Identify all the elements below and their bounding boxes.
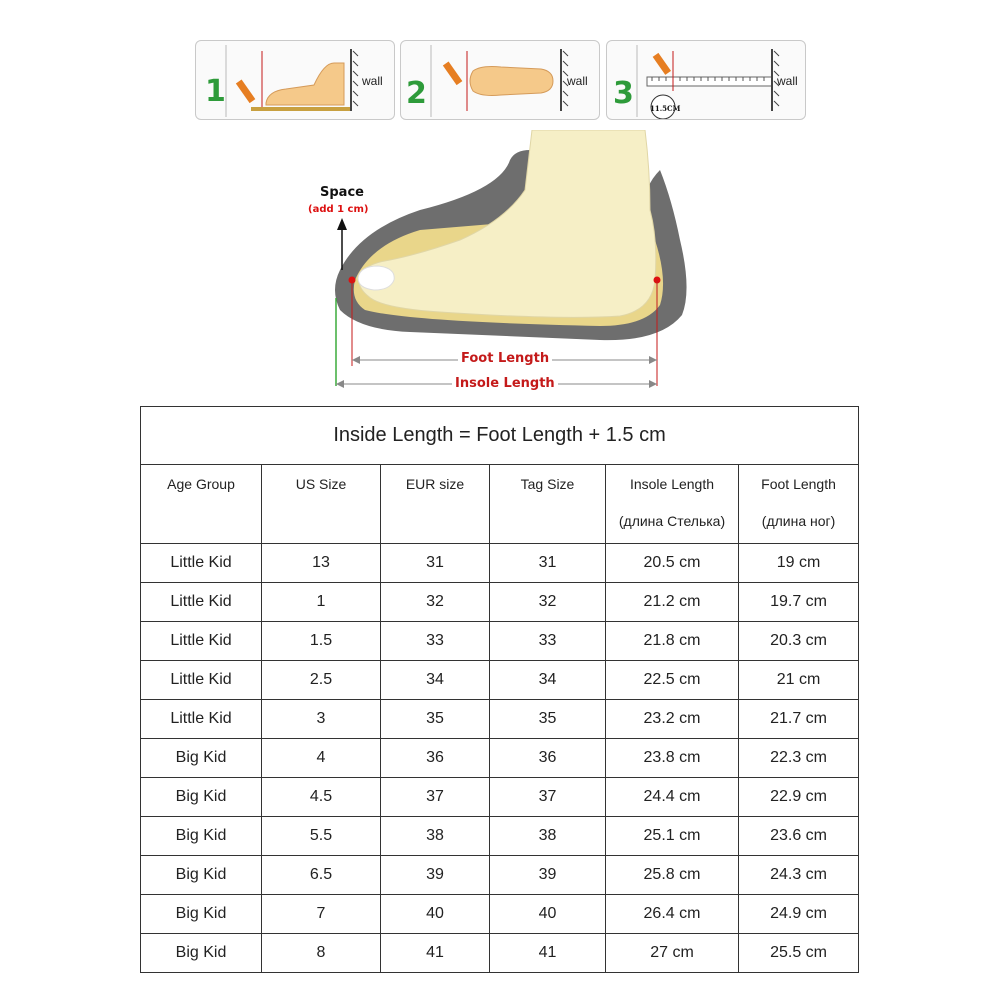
arrow-up-icon — [337, 218, 347, 230]
foot-length-label: Foot Length — [458, 351, 552, 366]
cell-us-size: 4.5 — [262, 778, 381, 817]
cell-age-group: Little Kid — [141, 583, 262, 622]
space-note-label: (add 1 cm) — [308, 204, 369, 215]
cell-eur-size: 41 — [381, 934, 490, 973]
cell-us-size: 1 — [262, 583, 381, 622]
cell-tag-size: 31 — [490, 544, 606, 583]
table-header-row — [141, 465, 859, 544]
cell-us-size: 6.5 — [262, 856, 381, 895]
step-number-1: 1 — [205, 74, 226, 109]
header-insole-length-ru: (длина Стелька) — [618, 513, 726, 529]
cell-tag-size: 32 — [490, 583, 606, 622]
cell-insole-length: 23.8 cm — [606, 739, 739, 778]
cell-us-size: 2.5 — [262, 661, 381, 700]
cell-us-size: 5.5 — [262, 817, 381, 856]
cell-insole-length: 21.2 cm — [606, 583, 739, 622]
pencil-icon — [653, 53, 671, 75]
pencil-icon — [443, 61, 462, 85]
cell-age-group: Big Kid — [141, 739, 262, 778]
cell-eur-size: 35 — [381, 700, 490, 739]
cell-foot-length: 23.6 cm — [739, 817, 859, 856]
table-row — [141, 934, 859, 973]
pencil-icon — [236, 79, 255, 103]
cell-insole-length: 26.4 cm — [606, 895, 739, 934]
size-table — [140, 406, 859, 973]
cell-foot-length: 22.3 cm — [739, 739, 859, 778]
cell-tag-size: 37 — [490, 778, 606, 817]
cell-us-size: 8 — [262, 934, 381, 973]
cell-insole-length: 20.5 cm — [606, 544, 739, 583]
cell-age-group: Little Kid — [141, 622, 262, 661]
step-number-2: 2 — [406, 76, 427, 111]
cell-tag-size: 36 — [490, 739, 606, 778]
header-insole-length: Insole Length (длина Стелька) — [606, 465, 739, 544]
foot-side-icon — [266, 63, 344, 105]
header-us-size: US Size — [262, 465, 381, 544]
cell-foot-length: 21 cm — [739, 661, 859, 700]
cell-eur-size: 40 — [381, 895, 490, 934]
step-1-panel — [195, 40, 395, 120]
cell-eur-size: 38 — [381, 817, 490, 856]
header-age-group: Age Group — [141, 465, 262, 544]
cell-insole-length: 24.4 cm — [606, 778, 739, 817]
cell-us-size: 4 — [262, 739, 381, 778]
cell-insole-length: 25.8 cm — [606, 856, 739, 895]
table-row — [141, 661, 859, 700]
cell-tag-size: 40 — [490, 895, 606, 934]
table-row — [141, 856, 859, 895]
cell-eur-size: 31 — [381, 544, 490, 583]
step-3-panel — [606, 40, 806, 120]
header-foot-length: Foot Length (длина ног) — [739, 465, 859, 544]
cell-insole-length: 27 cm — [606, 934, 739, 973]
cell-eur-size: 39 — [381, 856, 490, 895]
table-row — [141, 700, 859, 739]
wall-label: wall — [362, 74, 383, 88]
step-number-3: 3 — [613, 76, 634, 111]
table-row — [141, 622, 859, 661]
cell-us-size: 7 — [262, 895, 381, 934]
cell-insole-length: 25.1 cm — [606, 817, 739, 856]
cell-tag-size: 35 — [490, 700, 606, 739]
cell-tag-size: 39 — [490, 856, 606, 895]
cell-foot-length: 20.3 cm — [739, 622, 859, 661]
cell-foot-length: 19 cm — [739, 544, 859, 583]
floor-board-icon — [251, 107, 351, 111]
cell-age-group: Little Kid — [141, 700, 262, 739]
cell-foot-length: 19.7 cm — [739, 583, 859, 622]
cell-us-size: 13 — [262, 544, 381, 583]
wall-label: wall — [777, 74, 798, 88]
cell-foot-length: 21.7 cm — [739, 700, 859, 739]
wall-hatch-icon — [353, 51, 358, 106]
cell-eur-size: 32 — [381, 583, 490, 622]
cell-foot-length: 22.9 cm — [739, 778, 859, 817]
cell-age-group: Big Kid — [141, 934, 262, 973]
cell-insole-length: 23.2 cm — [606, 700, 739, 739]
wall-label: wall — [567, 74, 588, 88]
table-row — [141, 583, 859, 622]
cell-age-group: Big Kid — [141, 778, 262, 817]
cell-insole-length: 21.8 cm — [606, 622, 739, 661]
toe-icon — [358, 266, 394, 290]
cell-eur-size: 37 — [381, 778, 490, 817]
space-label: Space — [320, 185, 364, 200]
cell-eur-size: 34 — [381, 661, 490, 700]
cell-age-group: Little Kid — [141, 661, 262, 700]
table-row — [141, 778, 859, 817]
table-row — [141, 817, 859, 856]
cell-us-size: 3 — [262, 700, 381, 739]
table-row — [141, 544, 859, 583]
cell-eur-size: 33 — [381, 622, 490, 661]
cell-us-size: 1.5 — [262, 622, 381, 661]
table-row — [141, 739, 859, 778]
cell-age-group: Big Kid — [141, 856, 262, 895]
header-foot-length-ru: (длина ног) — [761, 513, 836, 529]
measurement-steps — [0, 0, 1000, 130]
header-tag-size: Tag Size — [490, 465, 606, 544]
cell-age-group: Little Kid — [141, 544, 262, 583]
insole-length-label: Insole Length — [452, 376, 558, 391]
cell-insole-length: 22.5 cm — [606, 661, 739, 700]
cell-foot-length: 24.3 cm — [739, 856, 859, 895]
foot-top-icon — [470, 67, 553, 96]
cell-tag-size: 34 — [490, 661, 606, 700]
cell-eur-size: 36 — [381, 739, 490, 778]
step-2-panel — [400, 40, 600, 120]
cell-tag-size: 33 — [490, 622, 606, 661]
table-row — [141, 895, 859, 934]
cell-tag-size: 41 — [490, 934, 606, 973]
cell-foot-length: 25.5 cm — [739, 934, 859, 973]
cell-tag-size: 38 — [490, 817, 606, 856]
scale-label: 11.5CM — [650, 104, 681, 113]
cell-age-group: Big Kid — [141, 817, 262, 856]
header-eur-size: EUR size — [381, 465, 490, 544]
table-title: Inside Length = Foot Length + 1.5 cm — [141, 407, 859, 465]
cell-foot-length: 24.9 cm — [739, 895, 859, 934]
shoe-fit-diagram — [300, 130, 700, 400]
cell-age-group: Big Kid — [141, 895, 262, 934]
